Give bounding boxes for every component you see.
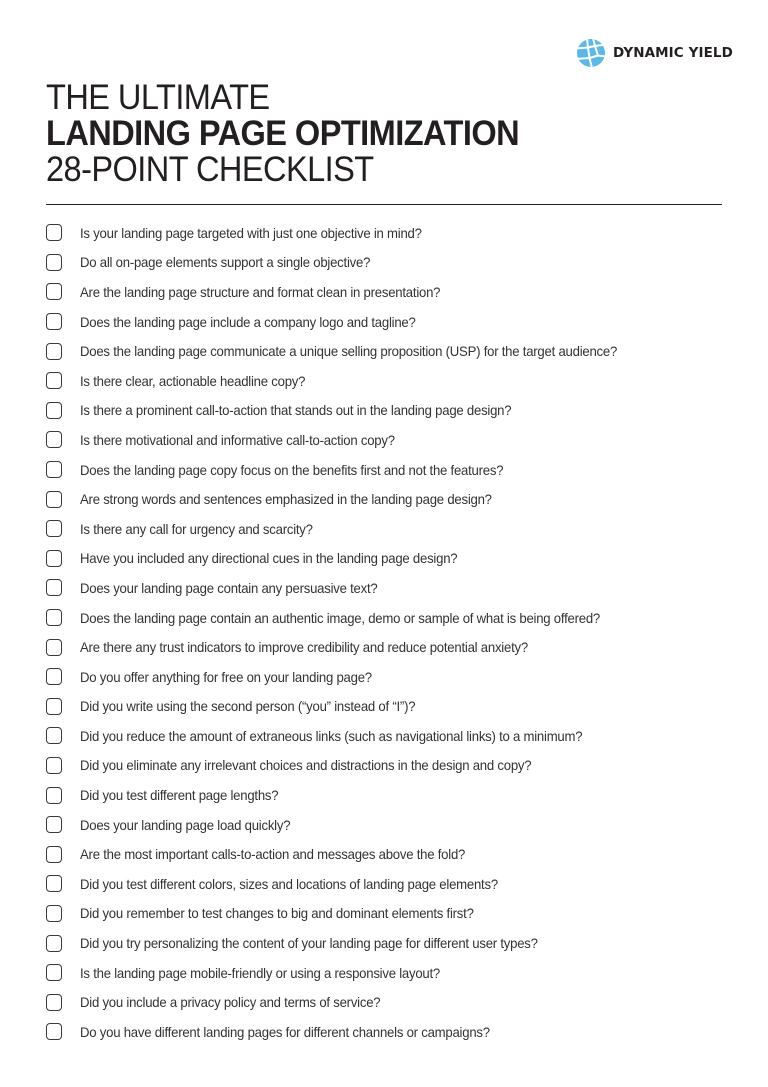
checkbox[interactable] bbox=[46, 579, 62, 596]
checklist-item-label: Did you test different page lengths? bbox=[80, 787, 279, 804]
checklist-item bbox=[46, 514, 736, 544]
checklist-item bbox=[46, 987, 736, 1017]
checklist-item-label: Are the most important calls-to-action and messages above the fold? bbox=[80, 846, 466, 863]
checkbox[interactable] bbox=[46, 816, 62, 833]
checklist-item-label: Do you have different landing pages for different channels or campaigns? bbox=[80, 1023, 490, 1040]
checklist-item bbox=[46, 662, 736, 692]
checklist-item bbox=[46, 692, 736, 722]
checklist-item bbox=[46, 899, 736, 929]
page-title bbox=[46, 80, 726, 188]
checklist-item bbox=[46, 248, 736, 278]
checklist-item-label: Did you remember to test changes to big and dominant elements first? bbox=[80, 905, 474, 922]
checklist-item bbox=[46, 573, 736, 603]
checkbox[interactable] bbox=[46, 283, 62, 300]
checkbox[interactable] bbox=[46, 846, 62, 863]
checklist-item bbox=[46, 869, 736, 899]
checklist-item bbox=[46, 928, 736, 958]
checklist-item bbox=[46, 455, 736, 485]
checklist-item-label: Does the landing page include a company logo and tagline? bbox=[80, 313, 416, 330]
checklist bbox=[46, 218, 736, 1047]
checkbox[interactable] bbox=[46, 787, 62, 804]
checkbox[interactable] bbox=[46, 1023, 62, 1040]
checklist-item bbox=[46, 839, 736, 869]
title-divider bbox=[46, 204, 722, 205]
checkbox[interactable] bbox=[46, 343, 62, 360]
checklist-item-label: Does the landing page copy focus on the benefits first and not the features? bbox=[80, 461, 504, 478]
checkbox[interactable] bbox=[46, 698, 62, 715]
checklist-item bbox=[46, 721, 736, 751]
checklist-item-label: Is there any call for urgency and scarcity? bbox=[80, 520, 313, 537]
checklist-item bbox=[46, 603, 736, 633]
checklist-item-label: Does your landing page load quickly? bbox=[80, 816, 291, 833]
globe-grid-icon bbox=[576, 38, 606, 68]
checkbox[interactable] bbox=[46, 313, 62, 330]
checklist-item bbox=[46, 751, 736, 781]
checklist-item-label: Are strong words and sentences emphasized in the landing page design? bbox=[80, 491, 492, 508]
checkbox[interactable] bbox=[46, 550, 62, 567]
checklist-item-label: Is the landing page mobile-friendly or using a responsive layout? bbox=[80, 964, 441, 981]
checklist-item bbox=[46, 632, 736, 662]
checklist-item-label: Does the landing page contain an authentic image, demo or sample of what is being offered? bbox=[80, 609, 600, 626]
checkbox[interactable] bbox=[46, 609, 62, 626]
checklist-item-label: Do you offer anything for free on your landing page? bbox=[80, 668, 372, 685]
checklist-item bbox=[46, 484, 736, 514]
checklist-item-label: Is there clear, actionable headline copy? bbox=[80, 372, 306, 389]
checkbox[interactable] bbox=[46, 668, 62, 685]
checklist-item-label: Did you write using the second person (“you” instead of “I”)? bbox=[80, 698, 416, 715]
checkbox[interactable] bbox=[46, 491, 62, 508]
brand-name: DYNAMIC YIELD bbox=[613, 45, 733, 61]
checklist-item bbox=[46, 218, 736, 248]
title-line-1: THE ULTIMATE bbox=[46, 78, 270, 117]
title-line-3: 28-POINT CHECKLIST bbox=[46, 150, 374, 189]
checkbox[interactable] bbox=[46, 461, 62, 478]
checklist-item-label: Does the landing page communicate a unique selling proposition (USP) for the target audience? bbox=[80, 343, 618, 360]
checklist-item-label: Did you include a privacy policy and terms of service? bbox=[80, 994, 381, 1011]
checklist-item bbox=[46, 544, 736, 574]
checklist-item-label: Do all on-page elements support a single objective? bbox=[80, 254, 371, 271]
checklist-item-label: Did you reduce the amount of extraneous links (such as navigational links) to a minimum? bbox=[80, 727, 583, 744]
checklist-item bbox=[46, 1017, 736, 1047]
checklist-item bbox=[46, 336, 736, 366]
checklist-item bbox=[46, 780, 736, 810]
checklist-item-label: Is your landing page targeted with just one objective in mind? bbox=[80, 224, 422, 241]
checkbox[interactable] bbox=[46, 431, 62, 448]
checklist-item bbox=[46, 277, 736, 307]
checkbox[interactable] bbox=[46, 727, 62, 744]
checklist-item bbox=[46, 958, 736, 988]
checklist-item-label: Is there motivational and informative call-to-action copy? bbox=[80, 431, 395, 448]
checklist-item-label: Is there a prominent call-to-action that stands out in the landing page design? bbox=[80, 402, 512, 419]
checklist-item bbox=[46, 307, 736, 337]
checklist-item-label: Did you test different colors, sizes and locations of landing page elements? bbox=[80, 875, 498, 892]
checkbox[interactable] bbox=[46, 520, 62, 537]
checklist-item-label: Have you included any directional cues in the landing page design? bbox=[80, 550, 458, 567]
checkbox[interactable] bbox=[46, 224, 62, 241]
checkbox[interactable] bbox=[46, 402, 62, 419]
checklist-item bbox=[46, 396, 736, 426]
checkbox[interactable] bbox=[46, 639, 62, 656]
checkbox[interactable] bbox=[46, 875, 62, 892]
checklist-item-label: Does your landing page contain any persuasive text? bbox=[80, 579, 378, 596]
checklist-item-label: Are there any trust indicators to improve credibility and reduce potential anxiety? bbox=[80, 639, 528, 656]
brand-logo bbox=[576, 38, 733, 68]
checklist-item-label: Did you try personalizing the content of your landing page for different user types? bbox=[80, 935, 538, 952]
title-line-2: LANDING PAGE OPTIMIZATION bbox=[46, 114, 520, 153]
checkbox[interactable] bbox=[46, 994, 62, 1011]
checkbox[interactable] bbox=[46, 757, 62, 774]
checkbox[interactable] bbox=[46, 372, 62, 389]
checklist-item bbox=[46, 425, 736, 455]
checklist-item-label: Are the landing page structure and format clean in presentation? bbox=[80, 283, 441, 300]
checkbox[interactable] bbox=[46, 905, 62, 922]
checkbox[interactable] bbox=[46, 254, 62, 271]
checkbox[interactable] bbox=[46, 935, 62, 952]
checklist-item-label: Did you eliminate any irrelevant choices and distractions in the design and copy? bbox=[80, 757, 532, 774]
checklist-item bbox=[46, 366, 736, 396]
checkbox[interactable] bbox=[46, 964, 62, 981]
checklist-item bbox=[46, 810, 736, 840]
